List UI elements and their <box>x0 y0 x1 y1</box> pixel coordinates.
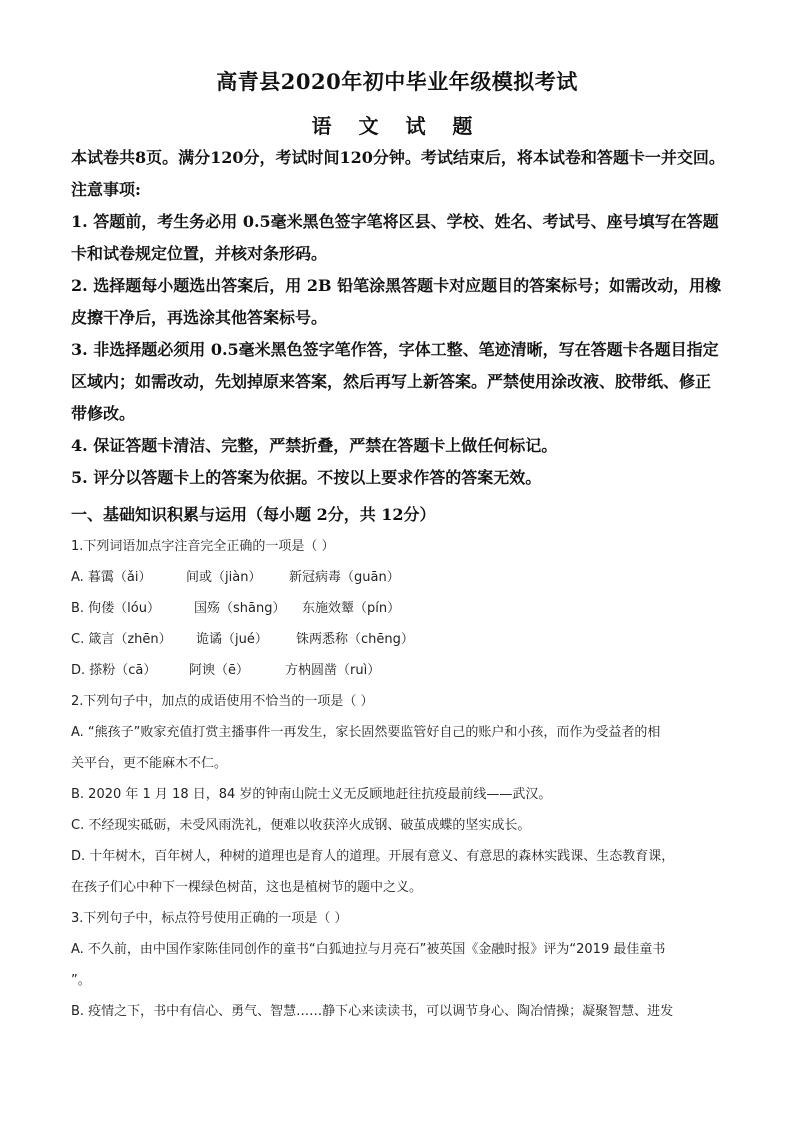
option-word: 铢两悉称（chēng） <box>296 632 414 647</box>
notice-heading: 注意事项: <box>71 180 141 199</box>
question-2-option-b: B. 2020 年 1 月 18 日，84 岁的钟南山院士义无反顾地赶往抗疫最前线——武汉。 <box>71 787 552 802</box>
section-heading: 一、基础知识积累与运用（每小题 2分，共 12分） <box>71 505 436 524</box>
question-2-option-d: D. 十年树木，百年树人，种树的道理也是育人的道理。开展有意义、有意思的森林实践课、生态教育课， <box>71 849 675 864</box>
option-word: 东施效颦（pín） <box>302 601 401 616</box>
question-1-option-d <box>71 659 731 678</box>
exam-title: 高青县2020年初中毕业年级模拟考试 <box>216 69 578 94</box>
notice-item-3b: 区域内；如需改动，先划掉原来答案，然后再写上新答案。严禁使用涂改液、胶带纸、修正 <box>71 372 712 391</box>
question-2-option-c: C. 不经现实砥砺，未受风雨洗礼，便难以收获淬火成钢、破茧成蝶的坚实成长。 <box>71 818 531 833</box>
option-word: A. 暮霭（ǎi） <box>71 570 152 585</box>
question-3-option-a-cont: ”。 <box>71 973 91 988</box>
option-word: D. 搽粉（cā） <box>71 663 157 678</box>
option-word: 间或（jiàn） <box>186 570 262 585</box>
exam-subtitle: 语 文 试 题 <box>311 114 483 138</box>
notice-item-4: 4. 保证答题卡清洁、完整，严禁折叠，严禁在答题卡上做任何标记。 <box>71 436 558 455</box>
option-word: 阿谀（ē） <box>189 663 249 678</box>
notice-item-5: 5. 评分以答题卡上的答案为依据。不按以上要求作答的答案无效。 <box>71 468 542 487</box>
question-3-stem: 3.下列句子中，标点符号使用正确的一项是（ ） <box>71 911 348 926</box>
intro-line: 本试卷共8页。满分120分，考试时间120分钟。考试结束后，将本试卷和答题卡一并交回。 <box>71 148 725 167</box>
question-1-stem: 1.下列词语加点字注音完全正确的一项是（ ） <box>71 539 335 554</box>
question-2-stem: 2.下列句子中，加点的成语使用不恰当的一项是（ ） <box>71 694 374 709</box>
option-word: 新冠病毒（guān） <box>289 570 400 585</box>
option-word: 诡谲（jué） <box>196 632 268 647</box>
question-3-option-b: B. 疫情之下，书中有信心、勇气、智慧……静下心来读读书，可以调节身心、陶冶情操；凝聚智慧、进发 <box>71 1004 674 1019</box>
question-2-option-d-cont: 在孩子们心中种下一棵绿色树苗，这也是植树节的题中之义。 <box>71 880 423 895</box>
question-2-option-a: A. “熊孩子”败家充值打赏主播事件一再发生，家长固然要监管好自己的账户和小孩，而作为受益者的相 <box>71 725 661 740</box>
notice-item-1b: 卡和试卷规定位置，并核对条形码。 <box>71 244 328 263</box>
question-1-option-a <box>71 566 731 585</box>
question-3-option-a: A. 不久前，由中国作家陈佳同创作的童书“白狐迪拉与月亮石”被英国《金融时报》评为“2019 最佳童书 <box>71 942 666 957</box>
notice-item-2b: 皮擦干净后，再选涂其他答案标号。 <box>71 308 328 327</box>
notice-item-3a: 3. 非选择题必须用 0.5毫米黑色签字笔作答，字体工整、笔迹清晰，写在答题卡各题目指定 <box>71 340 719 359</box>
notice-item-2a: 2. 选择题每小题选出答案后，用 2B 铅笔涂黑答题卡对应题目的答案标号；如需改动，用橡 <box>71 276 722 295</box>
option-word: 国殇（shāng） <box>194 601 286 616</box>
question-1-option-c <box>71 628 731 647</box>
notice-item-3c: 带修改。 <box>71 404 136 423</box>
question-2-option-a-cont: 关平台，更不能麻木不仁。 <box>71 756 228 771</box>
notice-item-1a: 1. 答题前，考生务必用 0.5毫米黑色签字笔将区县、学校、姓名、考试号、座号填写在答题 <box>71 212 719 231</box>
question-1-option-b <box>71 597 731 616</box>
option-word: 方枘圆凿（ruì） <box>285 663 381 678</box>
option-word: C. 箴言（zhēn） <box>71 632 172 647</box>
option-word: B. 佝偻（lóu） <box>71 601 160 616</box>
